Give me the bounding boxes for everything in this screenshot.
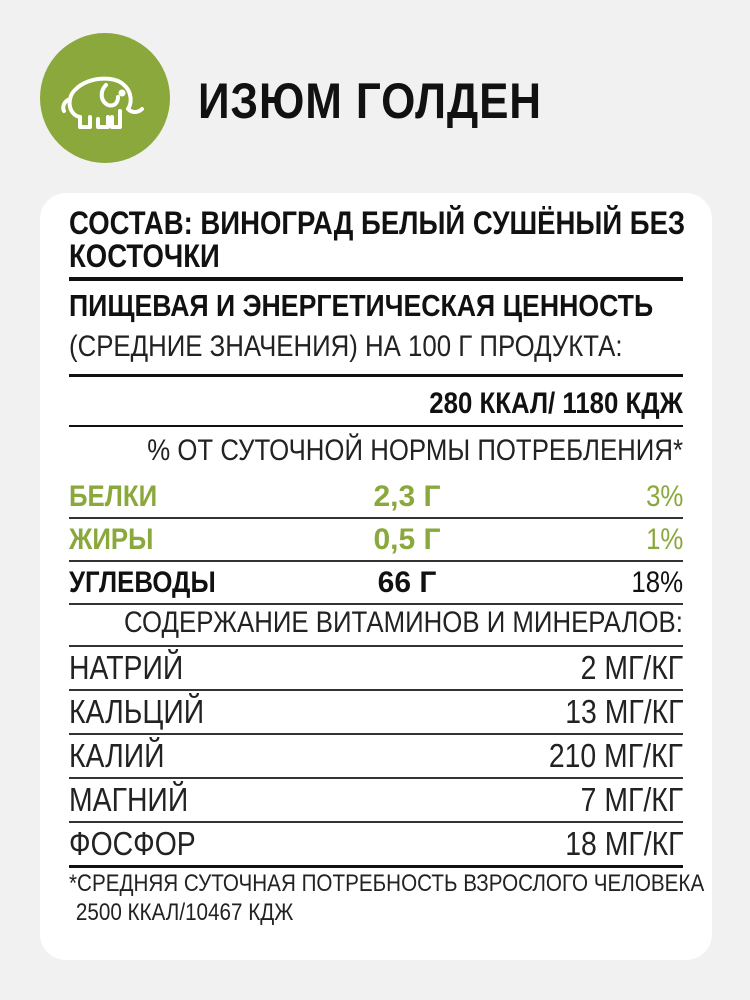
divider — [69, 374, 683, 377]
mineral-label: КАЛИЙ — [69, 737, 165, 774]
elephant-icon — [58, 67, 154, 131]
nutrient-label: ЖИРЫ — [69, 523, 154, 556]
nutrient-percent: 3% — [645, 480, 683, 513]
mineral-row-phosphorus — [69, 823, 683, 865]
nutrient-label: БЕЛКИ — [69, 480, 158, 513]
mineral-value: 210 МГ/КГ — [548, 737, 683, 774]
mineral-row-calcium — [69, 691, 683, 733]
brand-logo — [40, 33, 170, 163]
nutrient-percent: 18% — [631, 566, 683, 599]
divider — [69, 277, 683, 281]
composition-line-2: КОСТОЧКИ — [69, 238, 220, 274]
mineral-label: КАЛЬЦИЙ — [69, 693, 205, 730]
nutrient-amount: 2,3 Г — [373, 480, 441, 513]
row-divider — [69, 560, 683, 562]
mineral-value: 2 МГ/КГ — [580, 649, 683, 686]
mineral-label: МАГНИЙ — [69, 781, 189, 818]
footnote-line-1: *СРЕДНЯЯ СУТОЧНАЯ ПОТРЕБНОСТЬ ВЗРОСЛОГО ЧЕЛОВЕКА — [69, 870, 705, 897]
footnote-line-2: 2500 ККАЛ/10467 КДЖ — [75, 899, 294, 926]
energy-value: 280 ККАЛ/ 1180 КДЖ — [429, 387, 683, 420]
minerals-title: СОДЕРЖАНИЕ ВИТАМИНОВ И МИНЕРАЛОВ: — [124, 606, 683, 639]
nutrition-subtitle: (СРЕДНИЕ ЗНАЧЕНИЯ) НА 100 Г ПРОДУКТА: — [69, 330, 623, 363]
mineral-value: 7 МГ/КГ — [580, 781, 683, 818]
footnote — [69, 869, 704, 927]
header — [40, 33, 720, 163]
nutrient-amount: 0,5 Г — [373, 523, 441, 556]
mineral-row-magnesium — [69, 779, 683, 821]
nutrient-percent: 1% — [645, 523, 683, 556]
nutrient-row-fat — [69, 520, 683, 560]
nutrient-row-carbs — [69, 563, 683, 603]
nutrition-label-card — [40, 193, 712, 960]
divider — [69, 865, 683, 868]
product-title: ИЗЮМ ГОЛДЕН — [198, 73, 542, 129]
nutrient-amount: 66 Г — [377, 566, 437, 599]
row-divider — [69, 517, 683, 519]
mineral-value: 13 МГ/КГ — [564, 693, 683, 730]
mineral-row-potassium — [69, 735, 683, 777]
divider — [69, 425, 683, 427]
nutrient-label: УГЛЕВОДЫ — [69, 566, 216, 599]
nutrient-row-protein — [69, 477, 683, 517]
mineral-label: НАТРИЙ — [69, 649, 184, 686]
composition-line-1: СОСТАВ: ВИНОГРАД БЕЛЫЙ СУШЁНЫЙ БЕЗ — [69, 205, 686, 241]
mineral-label: ФОСФОР — [69, 825, 196, 862]
mineral-row-sodium — [69, 647, 683, 689]
daily-norm-header: % ОТ СУТОЧНОЙ НОРМЫ ПОТРЕБЛЕНИЯ* — [147, 434, 683, 467]
nutrition-title: ПИЩЕВАЯ И ЭНЕРГЕТИЧЕСКАЯ ЦЕННОСТЬ — [69, 288, 654, 323]
mineral-value: 18 МГ/КГ — [564, 825, 683, 862]
composition — [69, 207, 688, 273]
